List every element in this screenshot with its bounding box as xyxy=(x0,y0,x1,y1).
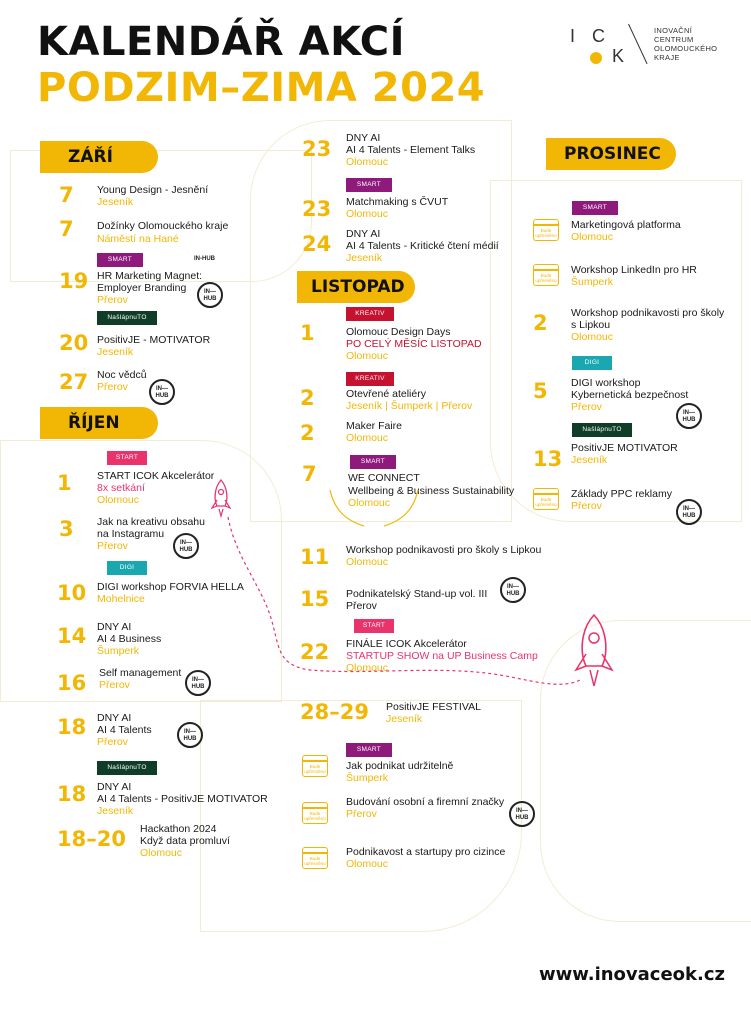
event-name: Základy PPC reklamy xyxy=(571,488,672,500)
inhub-icon: IN— HUB xyxy=(500,577,526,603)
event-location: Náměstí na Hané xyxy=(97,233,179,245)
event-name: Jak podnikat udržitelně xyxy=(346,760,454,772)
event-location: Mohelnice xyxy=(97,593,145,605)
tag-smart: SMART xyxy=(346,743,392,757)
event-name: Marketingová platforma xyxy=(571,219,681,231)
calendar-tbd-icon: Bude upřesněno xyxy=(533,488,559,510)
event-day: 3 xyxy=(59,517,74,541)
event-location: Přerov xyxy=(571,500,602,512)
tag-kreativ: KREATIV xyxy=(346,372,394,386)
event-location: Přerov xyxy=(346,600,377,612)
event-day: 24 xyxy=(302,232,332,256)
event-location: Olomouc xyxy=(348,497,391,509)
event-name-line2: na Instagramu xyxy=(97,528,165,540)
inhub-icon: IN— HUB xyxy=(173,533,199,559)
event-note: STARTUP SHOW na UP Business Camp xyxy=(346,650,538,662)
tag-digi: DIGI xyxy=(572,356,612,370)
month-header-rijen xyxy=(40,407,158,439)
event-day: 22 xyxy=(300,640,330,664)
event-name: DNY AI xyxy=(346,228,381,240)
icok-logo[interactable] xyxy=(570,24,720,68)
event-location: Jeseník xyxy=(346,252,383,264)
event-name: Olomouc Design Days xyxy=(346,326,451,338)
event-name-line2: Employer Branding xyxy=(97,282,187,294)
logo-letter-k: K xyxy=(612,46,625,66)
event-name: Noc vědců xyxy=(97,369,147,381)
inhub-text: IN-HUB xyxy=(194,256,215,262)
event-day: 15 xyxy=(300,587,330,611)
event-name: Maker Faire xyxy=(346,420,403,432)
event-name-line2: AI 4 Talents - Kritické čtení médií xyxy=(346,240,499,252)
event-location: Šumperk xyxy=(97,645,140,657)
event-name: Self management xyxy=(99,667,182,679)
event-name-line2: AI 4 Talents - PositivJE MOTIVATOR xyxy=(97,793,268,805)
event-name: Workshop podnikavosti pro školy s Lipkou xyxy=(346,544,542,556)
calendar-tbd-icon: Bude upřesněno xyxy=(533,264,559,286)
event-location: Šumperk xyxy=(346,772,389,784)
event-name: DNY AI xyxy=(97,781,132,793)
event-day: 5 xyxy=(533,379,548,403)
event-note: PO CELÝ MĚSÍC LISTOPAD xyxy=(346,338,482,350)
event-name: Workshop LinkedIn pro HR xyxy=(571,264,697,276)
event-day: 23 xyxy=(302,197,332,221)
event-day: 2 xyxy=(300,421,315,445)
event-name: DIGI workshop FORVIA HELLA xyxy=(97,581,244,593)
page-title: KALENDÁŘ AKCÍ xyxy=(37,19,406,65)
event-location: Olomouc xyxy=(97,494,140,506)
event-location: Přerov xyxy=(571,401,602,413)
month-header-listopad xyxy=(297,271,415,303)
tag-smart: SMART xyxy=(97,253,143,267)
inhub-icon: IN— HUB xyxy=(177,722,203,748)
inhub-icon: IN— HUB xyxy=(676,403,702,429)
event-day: 7 xyxy=(59,217,74,241)
event-day: 11 xyxy=(300,545,330,569)
calendar-tbd-icon: Bude upřesněno xyxy=(533,219,559,241)
event-day: 18–20 xyxy=(57,827,126,851)
event-name: HR Marketing Magnet: xyxy=(97,270,203,282)
tag-smart: SMART xyxy=(350,455,396,469)
event-name: Podnikatelský Stand-up vol. III xyxy=(346,588,488,600)
event-day: 1 xyxy=(57,471,72,495)
event-name-line2: s Lipkou xyxy=(571,319,611,331)
inhub-icon: IN— HUB xyxy=(149,379,175,405)
calendar-tbd-icon: Bude upřesněno xyxy=(302,755,328,777)
event-location: Jeseník xyxy=(386,713,423,725)
event-name-line2: AI 4 Talents xyxy=(97,724,152,736)
event-day: 19 xyxy=(59,269,89,293)
inhub-icon: IN— HUB xyxy=(185,670,211,696)
logo-dot-icon xyxy=(590,52,602,64)
event-location: Přerov xyxy=(97,540,128,552)
event-name-line2: Když data promluví xyxy=(140,835,230,847)
event-location: Olomouc xyxy=(346,208,389,220)
tag-smart: SMART xyxy=(346,178,392,192)
tag-naslapnuto: NašlápnuTO xyxy=(97,761,157,775)
month-header-prosinec xyxy=(546,138,676,170)
event-name: Dožínky Olomouckého kraje xyxy=(97,220,229,232)
event-day: 23 xyxy=(302,137,332,161)
event-location: Olomouc xyxy=(346,858,389,870)
event-name: PositivJE MOTIVATOR xyxy=(571,442,678,454)
event-name: Podnikavost a startupy pro cizince xyxy=(346,846,506,858)
event-day: 18 xyxy=(57,782,87,806)
event-day: 28–29 xyxy=(300,700,369,724)
logo-letter-c: C xyxy=(592,26,605,46)
event-location: Jeseník xyxy=(571,454,608,466)
event-day: 27 xyxy=(59,370,89,394)
rocket-icon xyxy=(570,612,618,690)
event-day: 2 xyxy=(300,386,315,410)
event-name: PositivJE FESTIVAL xyxy=(386,701,481,713)
inhub-icon: IN— HUB xyxy=(197,282,223,308)
event-day: 13 xyxy=(533,447,563,471)
event-name: WE CONNECT xyxy=(348,472,420,484)
event-name-line2: AI 4 Business xyxy=(97,633,162,645)
tag-digi: DIGI xyxy=(107,561,147,575)
event-location: Jeseník xyxy=(97,346,134,358)
event-name: Workshop podnikavosti pro školy xyxy=(571,307,725,319)
tag-smart: SMART xyxy=(572,201,618,215)
tag-kreativ: KREATIV xyxy=(346,307,394,321)
website-link[interactable]: www.inovaceok.cz xyxy=(539,964,726,985)
event-location: Přerov xyxy=(97,736,128,748)
event-day: 14 xyxy=(57,624,87,648)
event-name: Hackathon 2024 xyxy=(140,823,217,835)
event-name: DNY AI xyxy=(97,712,132,724)
event-day: 18 xyxy=(57,715,87,739)
event-location: Jeseník | Šumperk | Přerov xyxy=(346,400,473,412)
event-name: Matchmaking s ČVUT xyxy=(346,196,449,208)
event-name-line2: Kybernetická bezpečnost xyxy=(571,389,689,401)
inhub-icon: IN— HUB xyxy=(676,499,702,525)
event-location: Olomouc xyxy=(571,231,614,243)
event-location: Přerov xyxy=(346,808,377,820)
event-name: DNY AI xyxy=(346,132,381,144)
bg-decoration xyxy=(490,180,742,522)
logo-slash xyxy=(628,24,648,64)
event-day: 20 xyxy=(59,331,89,355)
event-location: Olomouc xyxy=(346,156,389,168)
page-subtitle: PODZIM–ZIMA 2024 xyxy=(37,65,486,111)
event-name: Budování osobní a firemní značky xyxy=(346,796,505,808)
event-name: FINÁLE ICOK Akcelerátor xyxy=(346,638,467,650)
event-day: 7 xyxy=(59,183,74,207)
event-day: 16 xyxy=(57,671,87,695)
event-location: Olomouc xyxy=(346,350,389,362)
month-label: PROSINEC xyxy=(564,144,661,164)
event-day: 2 xyxy=(533,311,548,335)
event-name: DIGI workshop xyxy=(571,377,641,389)
logo-letter-i: I xyxy=(570,26,576,46)
event-location: Jeseník xyxy=(97,196,134,208)
event-name: Jak na kreativu obsahu xyxy=(97,516,205,528)
tag-naslapnuto: NašlápnuTO xyxy=(97,311,157,325)
event-name: Otevřené ateliéry xyxy=(346,388,426,400)
event-location: Přerov xyxy=(97,381,128,393)
event-location: Olomouc xyxy=(140,847,183,859)
event-location: Přerov xyxy=(99,679,130,691)
event-location: Olomouc xyxy=(346,556,389,568)
calendar-tbd-icon: Bude upřesněno xyxy=(302,802,328,824)
tag-naslapnuto: NašlápnuTO xyxy=(572,423,632,437)
event-day: 1 xyxy=(300,321,315,345)
event-day: 10 xyxy=(57,581,87,605)
event-name-line2: AI 4 Talents - Element Talks xyxy=(346,144,476,156)
tag-start: START xyxy=(354,619,394,633)
event-location: Olomouc xyxy=(571,331,614,343)
month-label: ZÁŘÍ xyxy=(68,147,113,167)
event-name: DNY AI xyxy=(97,621,132,633)
tag-start: START xyxy=(107,451,147,465)
event-location: Olomouc xyxy=(346,432,389,444)
event-name: PositivJE - MOTIVATOR xyxy=(97,334,211,346)
month-header-zari xyxy=(40,141,158,173)
event-location: Jeseník xyxy=(97,805,134,817)
small-rocket-icon xyxy=(208,478,234,518)
dashed-trail xyxy=(210,515,590,695)
event-day: 7 xyxy=(302,462,317,486)
event-name-line2: Wellbeing & Business Sustainability xyxy=(348,485,515,497)
month-label: LISTOPAD xyxy=(311,277,405,297)
logo-text: INOVAČNÍ CENTRUM OLOMOUCKÉHO KRAJE xyxy=(654,26,718,62)
calendar-tbd-icon: Bude upřesněno xyxy=(302,847,328,869)
month-label: ŘÍJEN xyxy=(68,413,120,433)
event-location: Přerov xyxy=(97,294,128,306)
event-note: 8x setkání xyxy=(97,482,145,494)
event-location: Olomouc xyxy=(346,662,389,674)
inhub-icon: IN— HUB xyxy=(509,801,535,827)
event-location: Šumperk xyxy=(571,276,614,288)
event-name: START ICOK Akcelerátor xyxy=(97,470,215,482)
event-name: Young Design - Jesnění xyxy=(97,184,209,196)
